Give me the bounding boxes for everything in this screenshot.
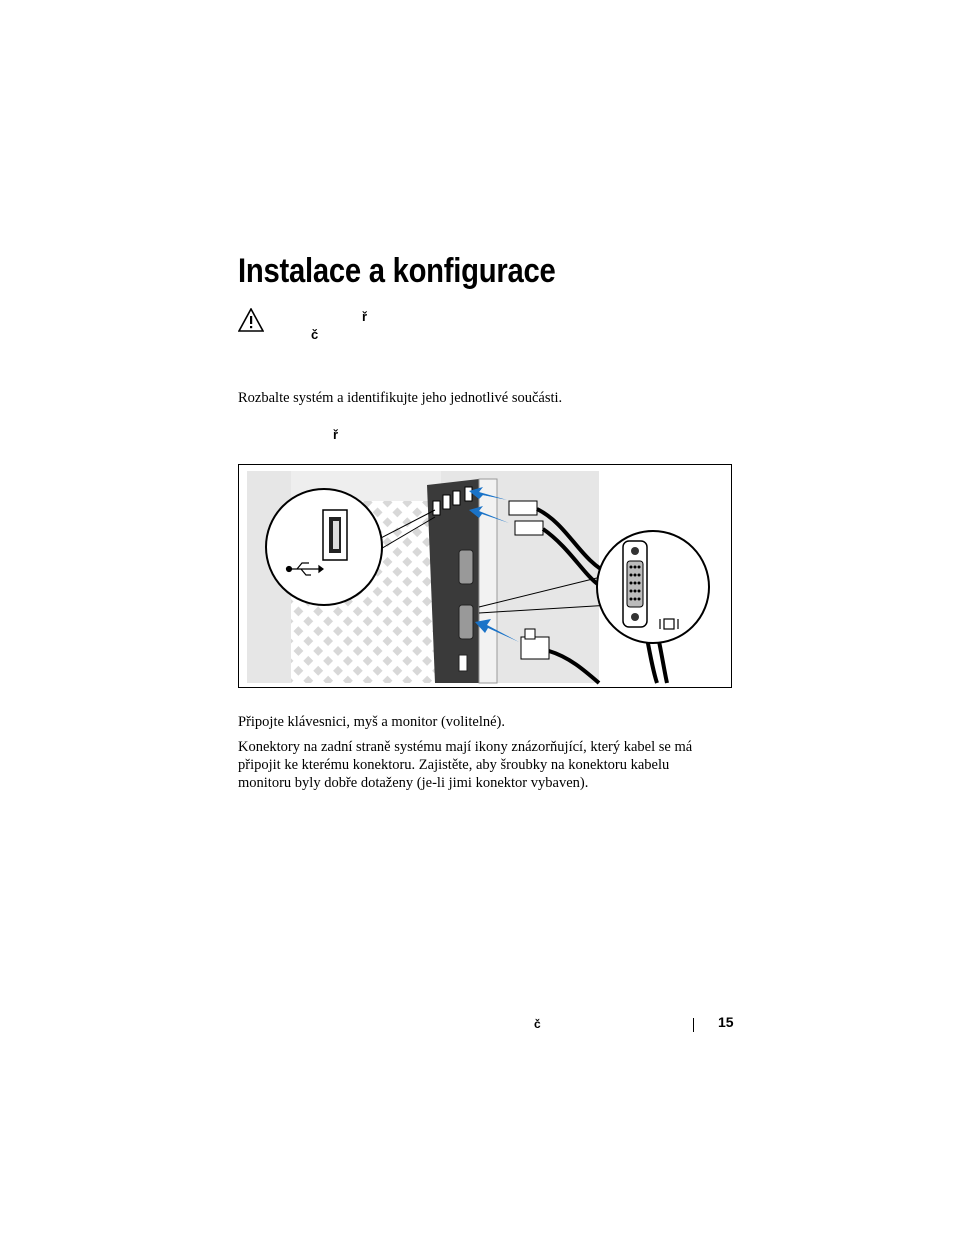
vga-zoom-circle <box>597 531 709 643</box>
warning-fragment-2: č <box>311 327 319 342</box>
page-number: 15 <box>718 1014 734 1030</box>
serial-port <box>459 550 473 584</box>
footer-fragment: č <box>534 1017 541 1031</box>
connection-illustration <box>239 465 732 688</box>
paragraph-connectors-line-3: monitoru byly dobře dotaženy (je-li jimi konektor vybaven). <box>238 775 589 791</box>
page-title: Instalace a konfigurace <box>238 252 556 290</box>
footer-separator <box>693 1018 694 1032</box>
connection-figure <box>238 464 732 688</box>
paragraph-unpack: Rozbalte systém a identifikujte jeho jednotlivé součásti. <box>238 390 563 406</box>
warning-icon <box>238 308 264 332</box>
subheading-fragment: ř <box>333 427 339 442</box>
paragraph-connect: Připojte klávesnici, myš a monitor (volitelné). <box>238 714 505 730</box>
warning-fragment-1: ř <box>362 309 368 324</box>
paragraph-connectors-line-1: Konektory na zadní straně systému mají ikony znázorňující, který kabel se má <box>238 739 693 755</box>
vga-port <box>459 605 473 639</box>
paragraph-connectors-line-2: připojit ke kterému konektoru. Zajistěte, aby šroubky na konektoru kabelu <box>238 757 670 773</box>
